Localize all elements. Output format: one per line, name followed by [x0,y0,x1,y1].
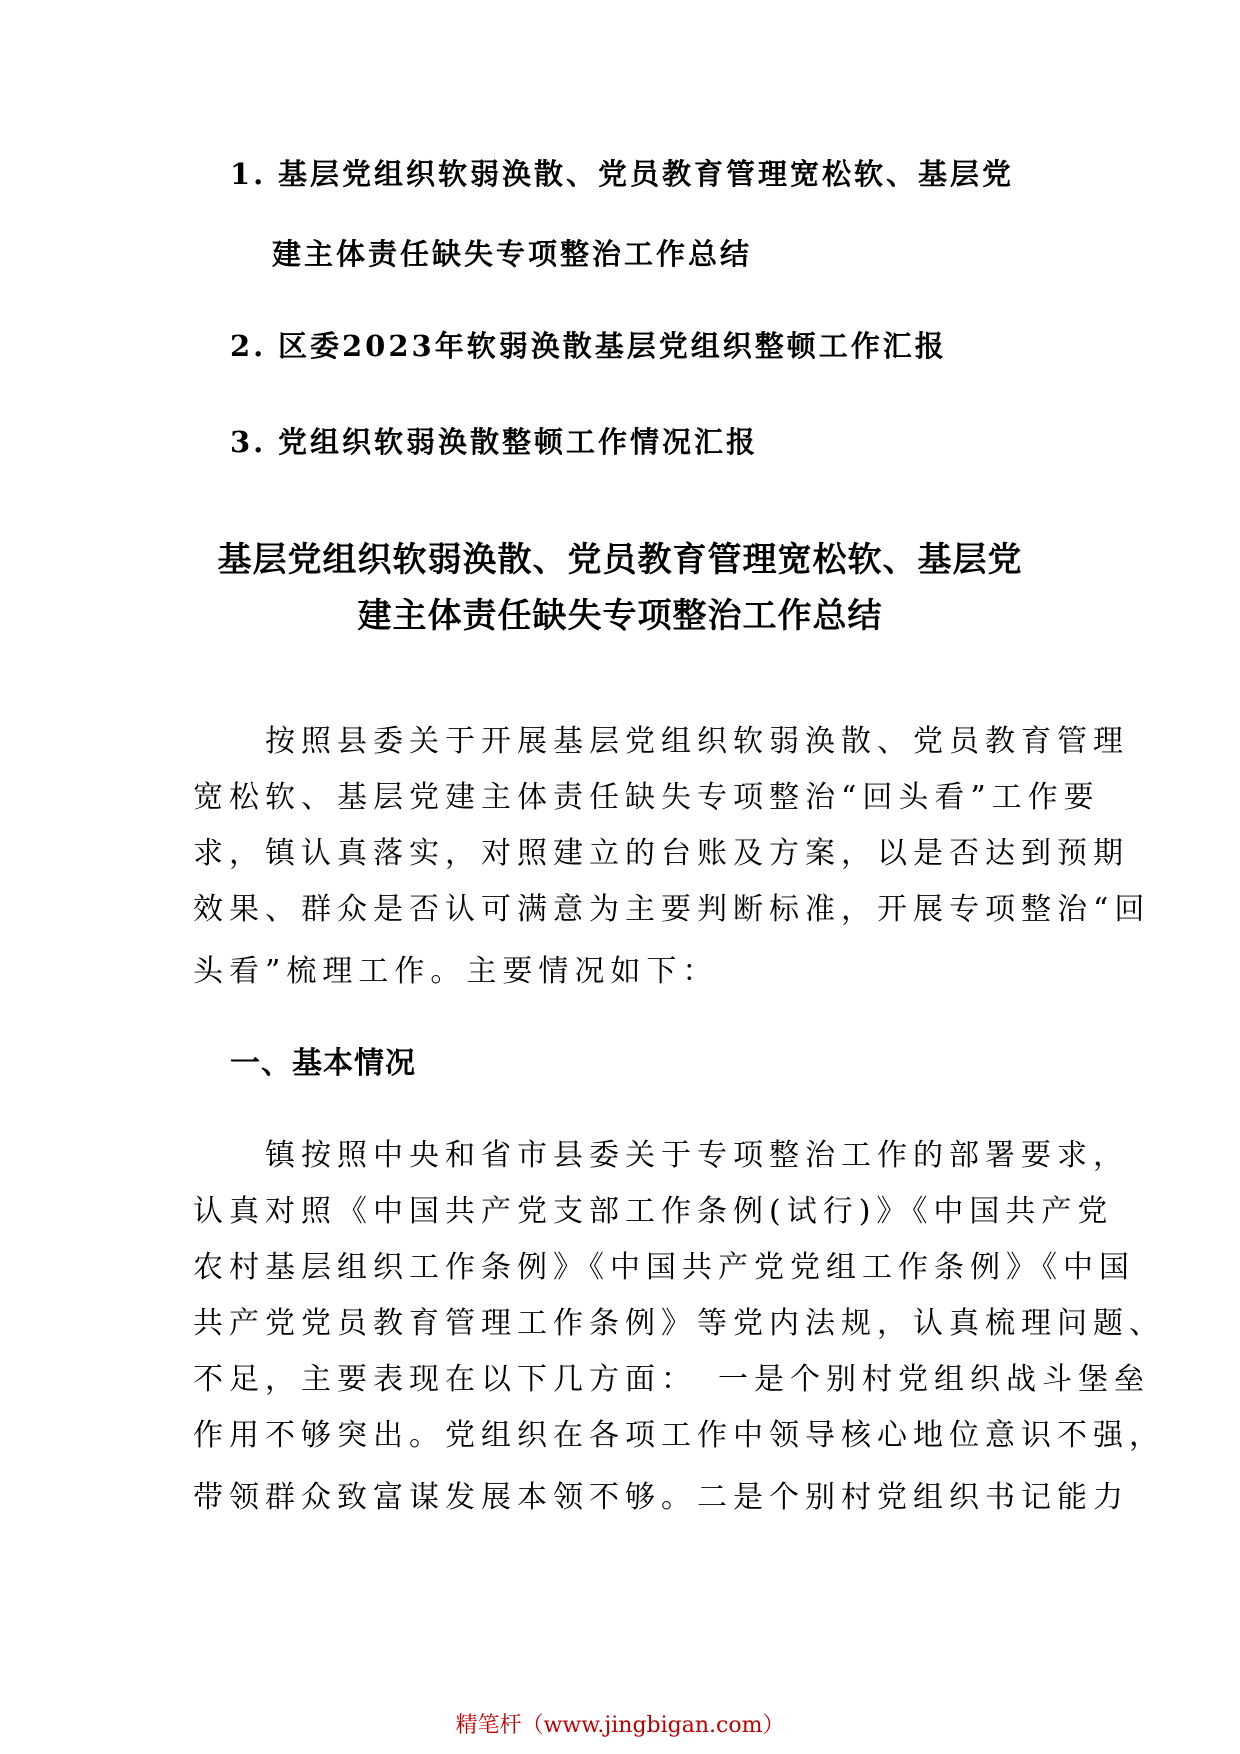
paragraph-line: 不足，主要表现在以下几方面： 一是个别村党组织战斗堡垒 [193,1362,1150,1397]
toc-item-text: 区委2023年软弱涣散基层党组织整顿工作汇报 [278,329,947,363]
toc-item-2[interactable] [230,324,947,368]
toc-item-1[interactable] [230,152,1014,196]
toc-item-1-continued[interactable] [272,232,752,276]
toc-item-text: 建主体责任缺失专项整治工作总结 [272,237,753,271]
footer-source: 精笔杆（www.jingbigan.com） [455,1713,785,1738]
paragraph-line: 带领群众致富谋发展本领不够。二是个别村党组织书记能力 [193,1480,1129,1515]
toc-item-text: 党组织软弱涣散整顿工作情况汇报 [278,425,759,459]
paragraph-line: 镇按照中央和省市县委关于专项整治工作的部署要求， [193,1138,1129,1173]
toc-item-number: 1. [230,157,267,191]
section-paragraph [193,1128,1165,1526]
paragraph-line: 宽松软、基层党建主体责任缺失专项整治“回头看”工作要 [193,780,1100,815]
document-title-line-2: 建主体责任缺失专项整治工作总结 [357,596,883,636]
document-title-line-1: 基层党组织软弱涣散、党员教育管理宽松软、基层党 [217,540,1023,580]
paragraph-line: 求，镇认真落实，对照建立的台账及方案，以是否达到预期 [193,836,1129,871]
section-heading: 一、基本情况 [230,1046,416,1081]
toc-item-text: 基层党组织软弱涣散、党员教育管理宽松软、基层党 [278,157,1015,191]
paragraph-line: 效果、群众是否认可满意为主要判断标准，开展专项整治“回 [193,892,1151,927]
paragraph-line: 作用不够突出。党组织在各项工作中领导核心地位意识不强， [193,1418,1165,1453]
paragraph-line: 农村基层组织工作条例》《中国共产党党组工作条例》《中国 [193,1250,1135,1285]
intro-paragraph [193,714,1151,1000]
toc-item-3[interactable] [230,420,758,464]
paragraph-line: 按照县委关于开展基层党组织软弱涣散、党员教育管理 [193,724,1129,759]
toc-item-number: 2. [230,329,267,363]
paragraph-line: 认真对照《中国共产党支部工作条例(试行)》《中国共产党 [193,1194,1114,1229]
paragraph-line: 共产党党员教育管理工作条例》等党内法规，认真梳理问题、 [193,1306,1165,1341]
paragraph-line: 头看”梳理工作。主要情况如下： [193,954,719,989]
toc-item-number: 3. [230,425,267,459]
